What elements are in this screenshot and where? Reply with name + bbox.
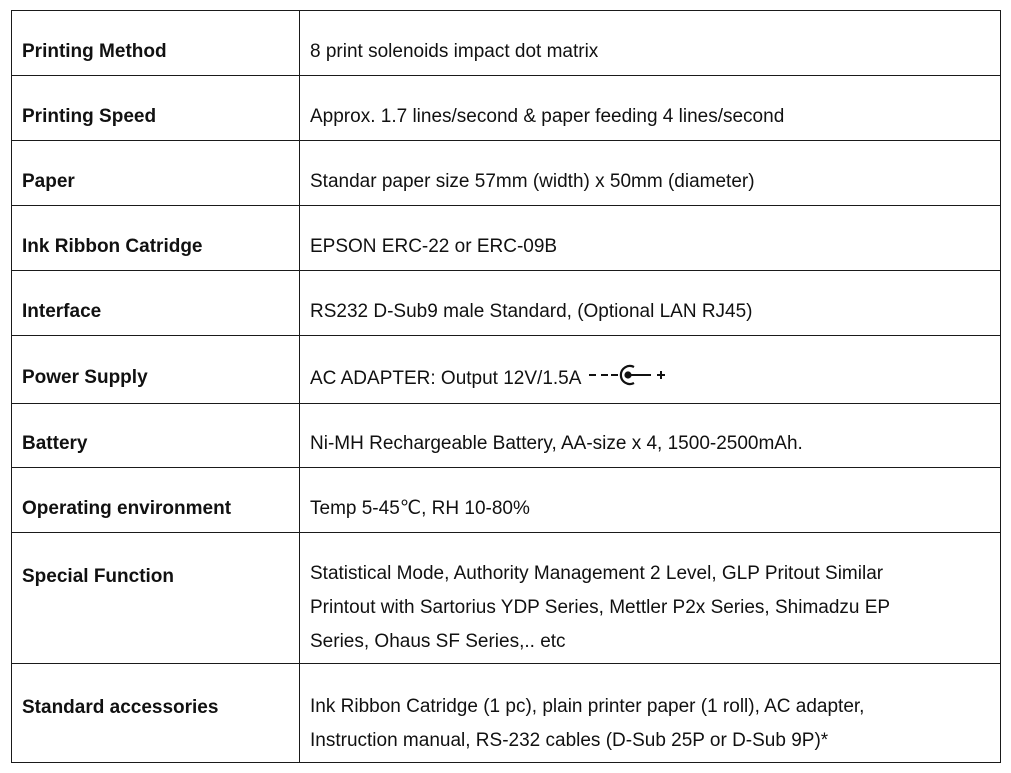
spec-value-cell: [300, 533, 1001, 664]
spec-label-cell: [12, 404, 300, 468]
spec-row-interface: [12, 271, 1001, 336]
spec-label-cell: [12, 336, 300, 404]
spec-value-cell: [300, 468, 1001, 533]
spec-value-cell: [300, 76, 1001, 141]
spec-value-cell: [300, 664, 1001, 763]
spec-value: 8 print solenoids impact dot matrix: [310, 41, 599, 62]
spec-label: Operating environment: [22, 498, 232, 519]
spec-value-line: Instruction manual, RS-232 cables (D-Sub 25P or D-Sub 9P)*: [310, 730, 829, 751]
spec-value-cell: [300, 404, 1001, 468]
spec-value-cell: [300, 206, 1001, 271]
spec-label: Interface: [22, 301, 102, 322]
spec-row-ink-ribbon: [12, 206, 1001, 271]
spec-value-line: Printout with Sartorius YDP Series, Mettler P2x Series, Shimadzu EP: [310, 597, 891, 618]
spec-label-cell: [12, 76, 300, 141]
spec-label-cell: [12, 206, 300, 271]
spec-value-line: Statistical Mode, Authority Management 2 Level, GLP Pritout Similar: [310, 563, 884, 584]
spec-label-cell: [12, 468, 300, 533]
spec-value-cell: [300, 11, 1001, 76]
spec-label: Standard accessories: [22, 697, 219, 718]
spec-value: EPSON ERC-22 or ERC-09B: [310, 236, 558, 257]
spec-value: RS232 D-Sub9 male Standard, (Optional LAN RJ45): [310, 301, 753, 322]
spec-value: Approx. 1.7 lines/second & paper feeding 4 lines/second: [310, 106, 785, 127]
spec-row-paper: [12, 141, 1001, 206]
spec-value-cell: [300, 141, 1001, 206]
spec-label: Special Function: [22, 566, 175, 587]
spec-label: Power Supply: [22, 367, 148, 388]
spec-value: Temp 5-45℃, RH 10-80%: [310, 498, 530, 519]
spec-value-line: Ink Ribbon Catridge (1 pc), plain printer paper (1 roll), AC adapter,: [310, 696, 865, 717]
dc-polarity-center-positive-icon: [587, 364, 669, 398]
spec-label-cell: [12, 141, 300, 206]
spec-label: Printing Speed: [22, 106, 157, 127]
spec-value: Ni-MH Rechargeable Battery, AA-size x 4, 1500-2500mAh.: [310, 433, 803, 454]
spec-value-cell: [300, 271, 1001, 336]
spec-value-line: Series, Ohaus SF Series,.. etc: [310, 631, 566, 652]
spec-row-operating-environment: [12, 468, 1001, 533]
spec-label-cell: [12, 11, 300, 76]
spec-row-printing-speed: [12, 76, 1001, 141]
spec-label: Printing Method: [22, 41, 167, 62]
spec-value: Standar paper size 57mm (width) x 50mm (diameter): [310, 171, 755, 192]
spec-label-cell: [12, 271, 300, 336]
spec-label: Paper: [22, 171, 75, 192]
spec-row-battery: [12, 404, 1001, 468]
spec-row-standard-accessories: [12, 664, 1001, 763]
spec-value: AC ADAPTER: Output 12V/1.5A: [310, 368, 582, 389]
spec-row-special-function: [12, 533, 1001, 664]
spec-row-power-supply: [12, 336, 1001, 404]
spec-label-cell: [12, 533, 300, 664]
spec-label: Ink Ribbon Catridge: [22, 236, 203, 257]
spec-row-printing-method: [12, 11, 1001, 76]
spec-value-cell: [300, 336, 1001, 404]
spec-label: Battery: [22, 433, 88, 454]
spec-table: [11, 10, 1001, 763]
spec-label-cell: [12, 664, 300, 763]
